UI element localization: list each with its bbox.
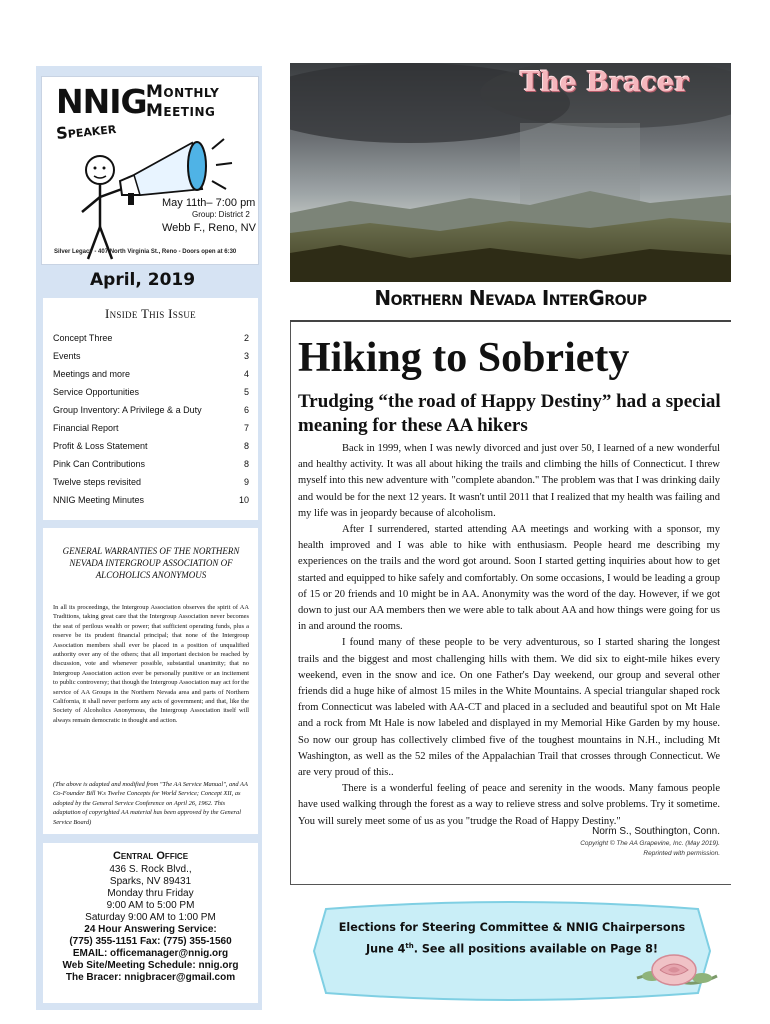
office-answering-service: 24 Hour Answering Service: <box>84 924 217 935</box>
office-phone-fax[interactable]: (775) 355-1151 Fax: (775) 355-1560 <box>69 936 232 947</box>
flyer-speaker: Speaker <box>55 117 117 144</box>
article-body <box>298 441 720 830</box>
office-email[interactable]: EMAIL: officemanager@nnig.org <box>72 948 229 959</box>
table-of-contents <box>43 298 258 520</box>
toc-item[interactable] <box>53 333 249 351</box>
warranties-body: In all its proceedings, the Intergroup Association observes the spirit of AA Traditions, taking great care that the Intergroup Association never becomes the seat of perilous wealth or power; that sufficient operating funds, plus a reserve be its prudent financial principal; that none of the Intergroup Association members shall ever be placed in a position of unqualified authority over any of the others; that all important decision be reached by discussion, vote and whenever possible, substantial unanimity; that no Intergroup Association action ever be personally punitive or an incitement to public controversy; that though the Intergroup Association may act for the service of AA Groups in the Northern Nevada area and parts of Northern California, it shall never perform any acts of government; and that, like the Society of Alcoholics Anonymous, the Intergroup Association itself will always remain democratic in thought and action. <box>53 604 249 724</box>
newsletter-title: The Bracer <box>520 67 689 98</box>
toc-item[interactable] <box>53 387 249 405</box>
office-title: Central Office <box>112 850 189 862</box>
article-paragraph: I found many of these people to be very adventurous, so I started sharing the longest trails and the biggest and most challenging hills with them. We did six to eight-mile hikes every weekend, even in the snow and ice. On one Father's Day weekend, our group and several other friends did a huge hike of almost 15 miles in the White Mountains. A special triangular shaped rock from Connecticut was labeled with AA-CT and placed in a secluded and beautiful spot on Mt Hale and a rock from Mt Hale is now labeled and displayed in my Memorial Hike Garden by my house. So now our group has collectively climbed five of the toughest mountains in N.H., including Mt Washington, as well as the 52 miles of the Appalachian Trail that crosses through Connecticut. We are very proud of this.. <box>298 637 720 779</box>
toc-item-title: Twelve steps revisited <box>53 477 142 487</box>
toc-item[interactable] <box>53 423 249 441</box>
office-hours-line: Monday thru Friday <box>107 888 194 899</box>
toc-item-title: Events <box>53 351 81 361</box>
elections-date-suffix: th <box>405 942 414 950</box>
elections-line-1: Elections for Steering Committee & NNIG Chairpersons <box>338 921 686 934</box>
article-copyright <box>450 839 720 859</box>
article-paragraph: Back in 1999, when I was newly divorced and just over 50, I learned of a new wonderful and healthy activity. It was all about hiking the trails and climbing the hills of Connecticut. I threw myself into this new adventure with "complete abandon." The problem was that I was drinking daily and would be for the next 12 years. It wasn't until 2011 that I realized that my health was failing and my life was in jeopardy because of alcoholism. <box>298 443 720 519</box>
article-author: Norm S., Southington, Conn. <box>592 826 720 837</box>
toc-item[interactable] <box>53 405 249 423</box>
toc-item-title: Pink Can Contributions <box>53 459 146 469</box>
article-headline: Hiking to Sobriety <box>298 335 630 381</box>
issue-month: April, 2019 <box>90 270 196 290</box>
organization-name: Northern Nevada InterGroup <box>374 286 647 310</box>
toc-item-page: 7 <box>243 423 249 433</box>
bracer-email[interactable]: The Bracer: nnigbracer@gmail.com <box>65 972 236 983</box>
permission-line: Reprinted with permission. <box>643 850 720 857</box>
toc-item-page: 8 <box>243 441 249 451</box>
rose-icon <box>632 950 722 995</box>
flyer-nnig: NNIG <box>56 82 147 121</box>
meeting-group: Group: District 2 <box>192 210 250 219</box>
toc-item-page: 9 <box>243 477 249 487</box>
flyer-monthly: Monthly <box>146 82 220 102</box>
flyer-meeting: Meeting <box>146 101 216 121</box>
toc-title: Inside This Issue <box>105 306 196 321</box>
toc-item-page: 2 <box>243 333 249 343</box>
toc-item-page: 10 <box>238 495 249 505</box>
divider <box>290 884 731 885</box>
office-hours-line: 9:00 AM to 5:00 PM <box>106 900 195 911</box>
article-paragraph: There is a wonderful feeling of peace and serenity in the woods. Many famous people have used walking through the forest as a way to relieve stress and solve problems. Try it sometime. You will surely meet some of us as you "trudge the Road of Happy Destiny." <box>298 783 720 827</box>
meeting-venue: Silver Legacy - 407 North Virginia St., Reno - Doors open at 6:30 <box>54 249 237 255</box>
toc-item[interactable] <box>53 495 249 513</box>
toc-item-title: Financial Report <box>53 423 119 433</box>
general-warranties <box>43 528 258 834</box>
copyright-line: Copyright © The AA Grapevine, Inc. (May 2019). <box>580 840 720 847</box>
warranties-note: (The above is adapted and modified from "The AA Service Manual", and AA Co-Founder Bill W.s Twelve Concepts for World Service; Concept XII, as adopted by the General Service Conference on April 26, 1962. This adaptation of copyrighted AA material has been approved by the General Service Board) <box>53 781 248 826</box>
toc-item-title: Concept Three <box>53 333 113 343</box>
office-website[interactable]: Web Site/Meeting Schedule: nnig.org <box>62 960 239 971</box>
central-office <box>43 843 258 1003</box>
toc-item-title: Profit & Loss Statement <box>53 441 148 451</box>
article-subhead: Trudging “the road of Happy Destiny” had a special meaning for these AA hikers <box>298 391 721 436</box>
office-address-line: 436 S. Rock Blvd., <box>109 864 192 875</box>
toc-item-page: 5 <box>243 387 249 397</box>
article-paragraph: After I surrendered, started attending AA meetings and working with a sponsor, my health improved and I was able to hike with enthusiasm. People heard me describing my experiences on the trails and the word got around. Soon I started getting inquiries about how to get started and equipped to hike safely and comfortably. On some occasions, I would be leading a group of 15 or 20 friends and 10 might be in AA. Anonymity was the word of the day. However, if we got down to just our AA members then we were able to talk about AA and how things were going for us in and around the rooms. <box>298 524 720 633</box>
toc-item-page: 8 <box>243 459 249 469</box>
elections-date: June 4 <box>366 942 406 956</box>
toc-item-title: Service Opportunities <box>53 387 140 397</box>
divider <box>290 322 291 884</box>
toc-item[interactable] <box>53 459 249 477</box>
toc-item[interactable] <box>53 441 249 459</box>
flyer-monthly-meeting <box>146 83 219 121</box>
office-hours-line: Saturday 9:00 AM to 1:00 PM <box>85 912 216 923</box>
meeting-date: May 11th– 7:00 pm <box>162 197 256 209</box>
divider <box>290 320 731 322</box>
toc-item-title: Meetings and more <box>53 369 131 379</box>
speaker-flyer <box>41 76 259 265</box>
warranties-title: GENERAL WARRANTIES OF THE NORTHERN NEVADA INTERGROUP ASSOCIATION OF ALCOHOLICS ANONYMOUS <box>62 546 240 580</box>
toc-item-page: 3 <box>243 351 249 361</box>
toc-item-title: Group Inventory: A Privilege & a Duty <box>53 405 202 415</box>
office-address-line: Sparks, NV 89431 <box>109 876 192 887</box>
toc-item-title: NNIG Meeting Minutes <box>53 495 145 505</box>
toc-item-page: 6 <box>243 405 249 415</box>
toc-item[interactable] <box>53 369 249 387</box>
toc-item-page: 4 <box>243 369 249 379</box>
meeting-speaker: Webb F., Reno, NV <box>162 222 256 234</box>
toc-item[interactable] <box>53 477 249 495</box>
toc-item[interactable] <box>53 351 249 369</box>
elections-details: . See all positions available on Page 8! <box>413 942 658 956</box>
